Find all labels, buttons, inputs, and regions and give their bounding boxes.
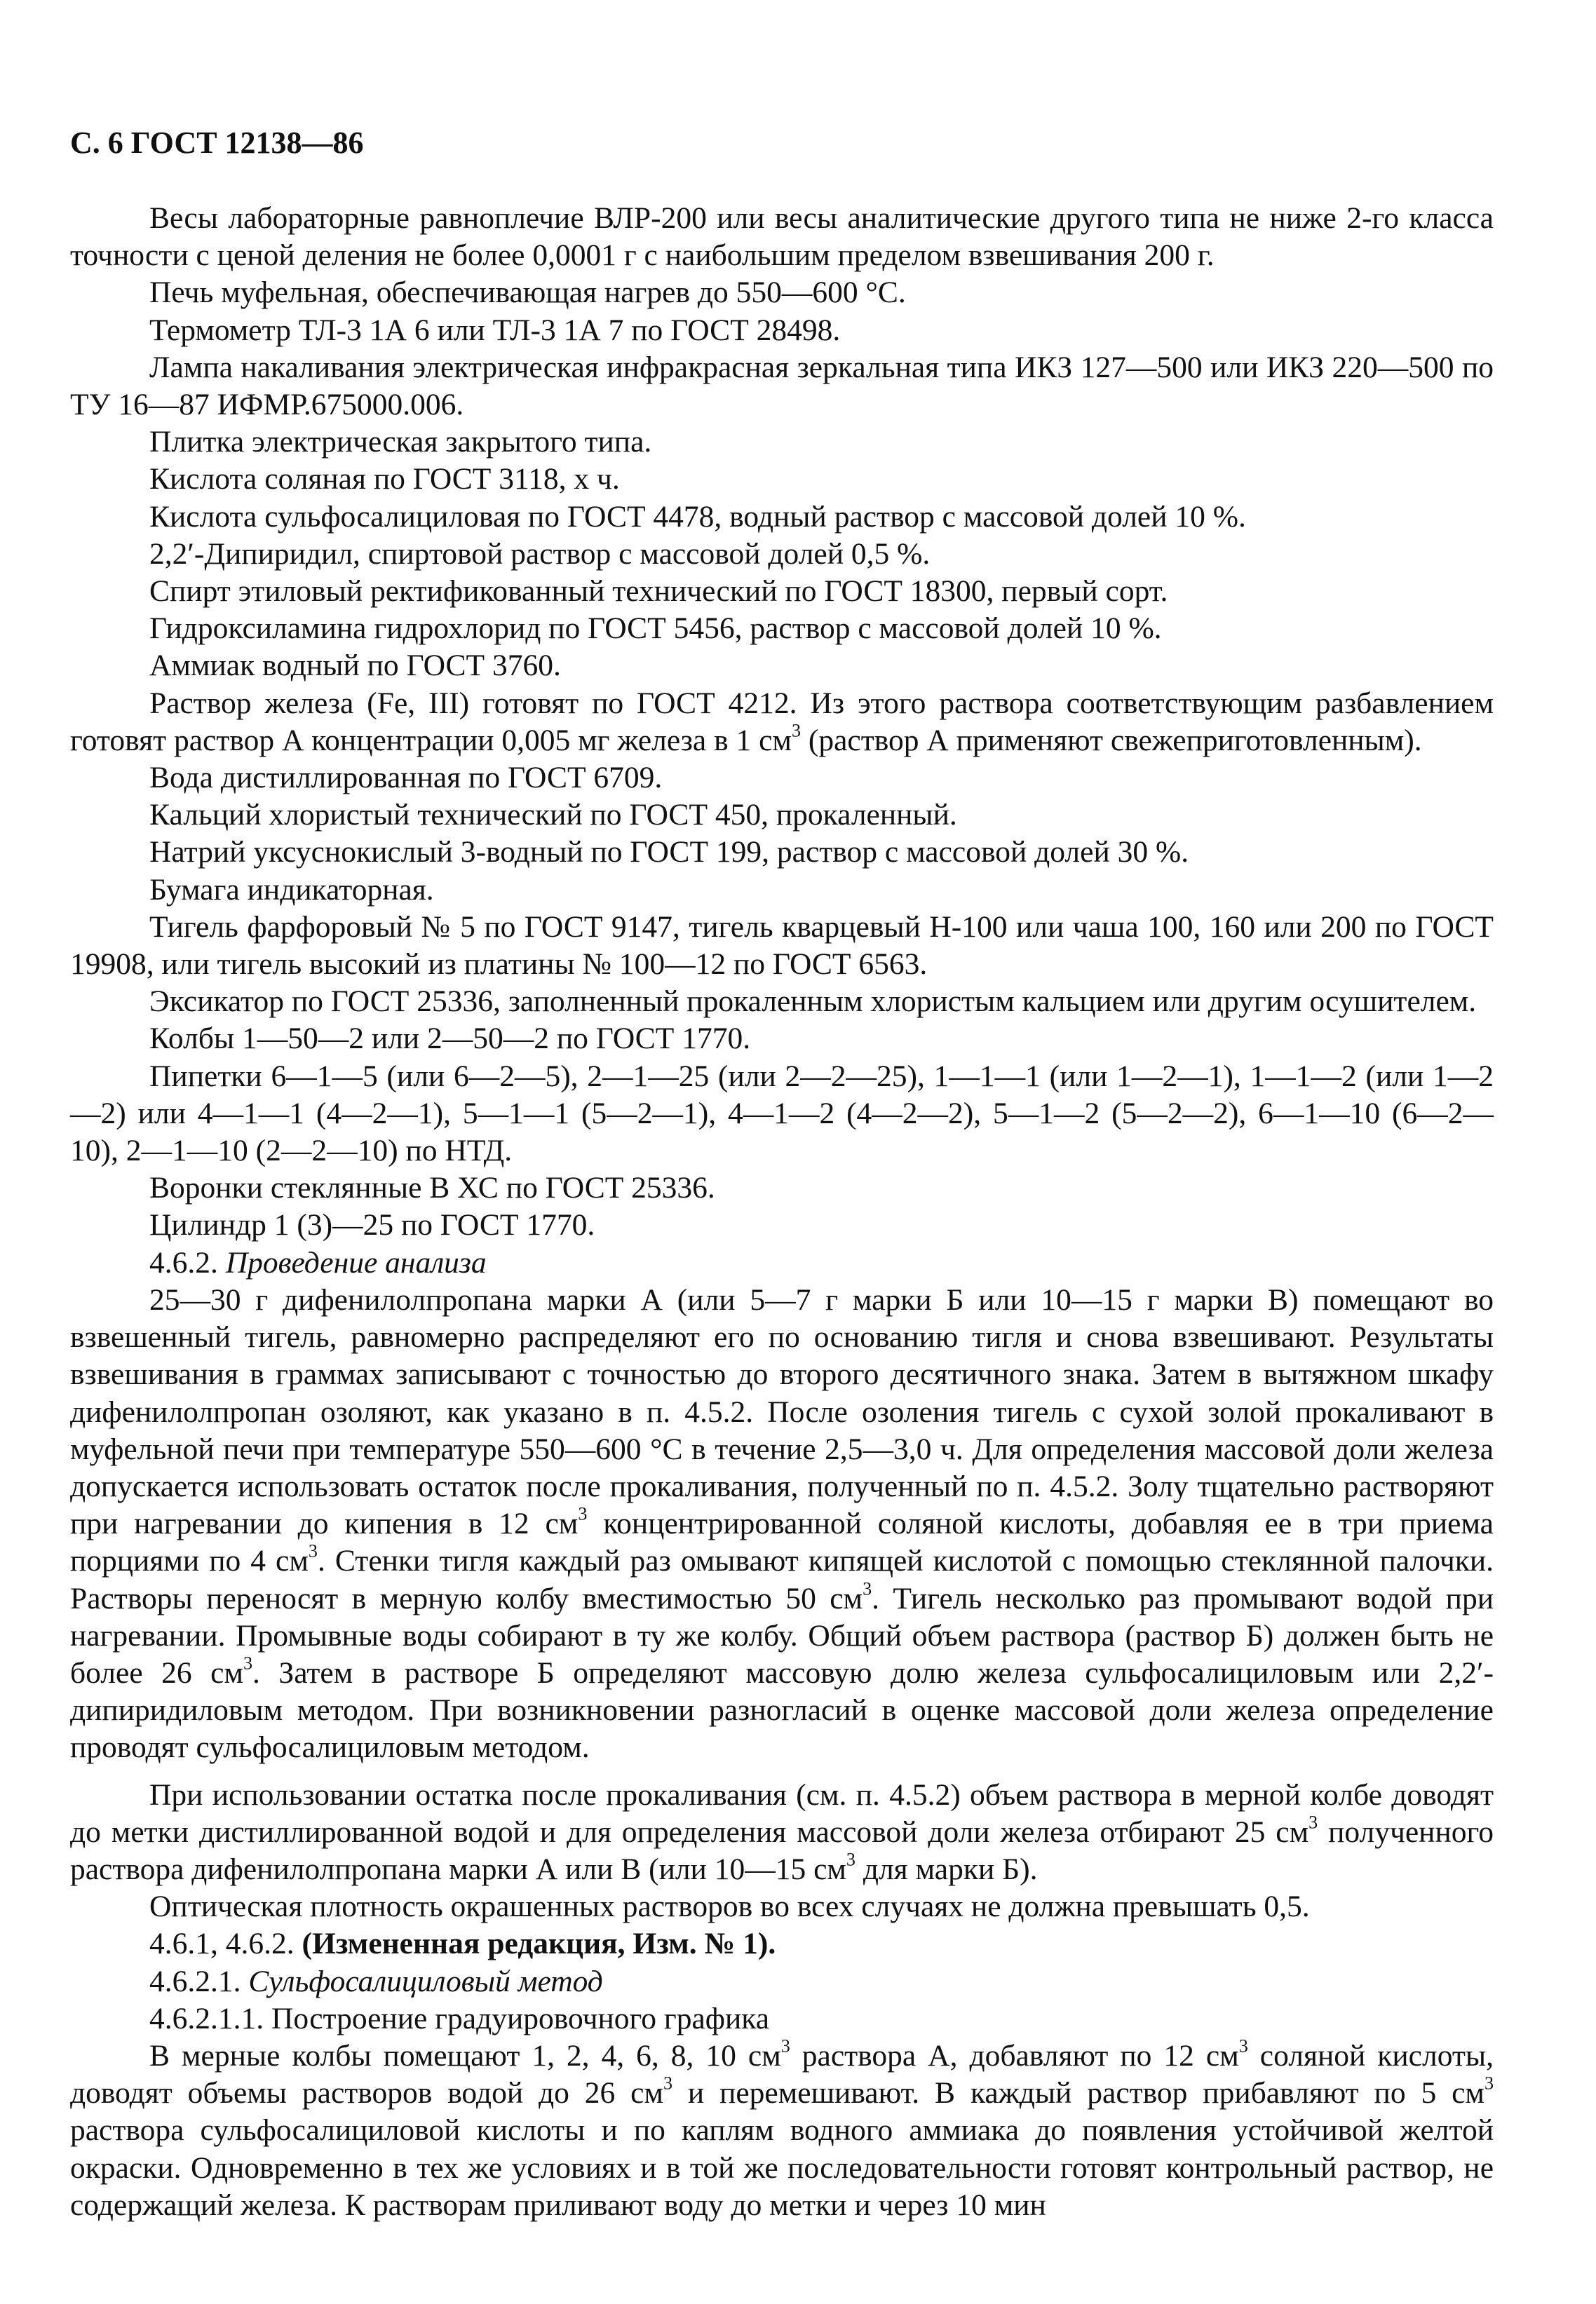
paragraph: При использовании остатка после прокаливания (см. п. 4.5.2) объем раствора в мерной колбе доводят до метки дистиллированной водой и для определения массовой доли железа отбирают 25 $см^3$ полученного раствора дифенилолпропана марки А или В (или 10—15 $см^3$ для марки Б). [70,1777,1494,1886]
paragraph: Пипетки 6—1—5 (или 6—2—5), 2—1—25 (или 2—2—25), 1—1—1 (или 1—2—1), 1—1—2 (или 1—2—2) или 4—1—1 (4—2—1), 5—1—1 (5—2—1), 4—1—2 (4—2—2), 5—1—2 (5—2—2), 6—1—10 (6—2—10), 2—1—10 (2—2—10) по НТД. [70,1059,1494,1168]
page-header: С. 6 ГОСТ 12138—86 [70,126,364,160]
paragraph: Тигель фарфоровый № 5 по ГОСТ 9147, тигель кварцевый Н-100 или чаша 100, 160 или 200 по ГОСТ 19908, или тигель высокий из платины № 100—12 по ГОСТ 6563. [70,909,1494,982]
paragraph: Бумага индикаторная. [149,872,434,907]
paragraph: Плитка электрическая закрытого типа. [149,425,652,459]
paragraph: Кислота соляная по ГОСТ 3118, х ч. [149,462,620,496]
paragraph: Спирт этиловый ректификованный технический по ГОСТ 18300, первый сорт. [149,574,1168,609]
amendment-refs: 4.6.1, 4.6.2. [149,1927,295,1961]
document-body [70,200,1494,2224]
paragraph: В мерные колбы помещают 1, 2, 4, 6, 8, 10 $см^3$ раствора А, добавляют по 12 $см^3$ соляной кислоты, доводят объемы растворов водой до 26 $см^3$ и перемешивают. В каждый раствор прибавляют по 5 $см^3$ раствора сульфосалициловой кислоты и по каплям водного аммиака до появления устойчивой желтой окраски. Одновременно в тех же условиях и в той же последовательности готовят контрольный раствор, не содержащий железа. К растворам приливают воду до метки и через 10 мин [70,2035,1494,2222]
paragraph: Воронки стеклянные В ХС по ГОСТ 25336. [149,1171,715,1205]
paragraph: Раствор железа (Fe, III) готовят по ГОСТ 4212. Из этого раствора соответствующим разбавлением готовят раствор А концентрации 0,005 мг железа в 1 $см^3$ (раствор А применяют свежеприготовленным). [70,686,1494,757]
paragraph: Вода дистиллированная по ГОСТ 6709. [149,761,663,795]
paragraph: Кислота сульфосалициловая по ГОСТ 4478, водный раствор с массовой долей 10 %. [149,499,1246,534]
paragraph: Оптическая плотность окрашенных растворов во всех случаях не должна превышать 0,5. [149,1890,1310,1924]
paragraph: Печь муфельная, обеспечивающая нагрев до 550—600 °С. [149,276,906,310]
paragraph: Лампа накаливания электрическая инфракрасная зеркальная типа ИКЗ 127—500 или ИКЗ 220—500 по ТУ 16—87 ИФМР.675000.006. [70,350,1494,422]
paragraph: Аммиак водный по ГОСТ 3760. [149,649,561,683]
section-number: 4.6.2.1. [149,1964,241,1998]
section-number: 4.6.2.1.1. [149,2001,264,2035]
paragraph: Кальций хлористый технический по ГОСТ 450, прокаленный. [149,798,957,832]
paragraph: Колбы 1—50—2 или 2—50—2 по ГОСТ 1770. [149,1022,751,1056]
paragraph: Весы лабораторные равноплечие ВЛР-200 или весы аналитические другого типа не ниже 2-го класса точности с ценой деления не более 0,0001 г с наибольшим пределом взвешивания 200 г. [70,201,1494,273]
section-heading-4-6-2-1-1 [70,2000,1494,2038]
section-number: 4.6.2. [149,1245,218,1280]
paragraph: Цилиндр 1 (3)—25 по ГОСТ 1770. [149,1208,595,1242]
amendment-note [70,1925,1494,1963]
paragraph: Эксикатор по ГОСТ 25336, заполненный прокаленным хлористым кальцием или другим осушителем. [149,984,1477,1019]
paragraph: 2,2′-Дипиридил, спиртовой раствор с массовой долей 0,5 %. [149,536,931,571]
section-title: Проведение анализа [225,1245,487,1280]
paragraph: 25—30 г дифенилолпропана марки А (или 5—7 г марки Б или 10—15 г марки В) помещают во взвешенный тигель, равномерно распределяют его по основанию тигля и снова взвешивают. Результаты взвешивания в граммах записывают с точностью до второго десятичного знака. Затем в вытяжном шкафу дифенилолпропан озоляют, как указано в п. 4.5.2. После озоления тигель с сухой золой прокаливают в муфельной печи при температуре 550—600 °С в течение 2,5—3,0 ч. Для определения массовой доли железа допускается использовать остаток после прокаливания, полученный по п. 4.5.2. Золу тщательно растворяют при нагревании до кипения в 12 $см^3$ концентрированной соляной кислоты, добавляя ее в три приема порциями по 4 $см^3$. Стенки тигля каждый раз омывают кипящей кислотой с помощью стеклянной палочки. Растворы переносят в мерную колбу вместимостью 50 $см^3$. Тигель несколько раз промывают водой при нагревании. Промывные воды собирают в ту же колбу. Общий объем раствора (раствор Б) должен быть не более 26 $см^3$. Затем в растворе Б определяют массовую долю железа сульфосалициловым или 2,2′-дипиридиловым методом. При возникновении разногласий в оценке массовой доли железа определение проводят сульфосалициловым методом. [70,1282,1494,1765]
section-title: Построение градуировочного графика [271,2001,770,2035]
amendment-text: (Измененная редакция, Изм. № 1). [302,1927,776,1961]
section-heading-4-6-2-1 [70,1963,1494,2000]
paragraph: Натрий уксуснокислый 3-водный по ГОСТ 199, раствор с массовой долей 30 %. [149,835,1189,869]
paragraph: Гидроксиламина гидрохлорид по ГОСТ 5456, раствор с массовой долей 10 %. [149,611,1162,646]
section-title: Сульфосалициловый метод [248,1964,603,1998]
paragraph: Термометр ТЛ-3 1А 6 или ТЛ-3 1А 7 по ГОСТ 28498. [149,313,841,347]
section-heading-4-6-2 [70,1245,1494,1282]
